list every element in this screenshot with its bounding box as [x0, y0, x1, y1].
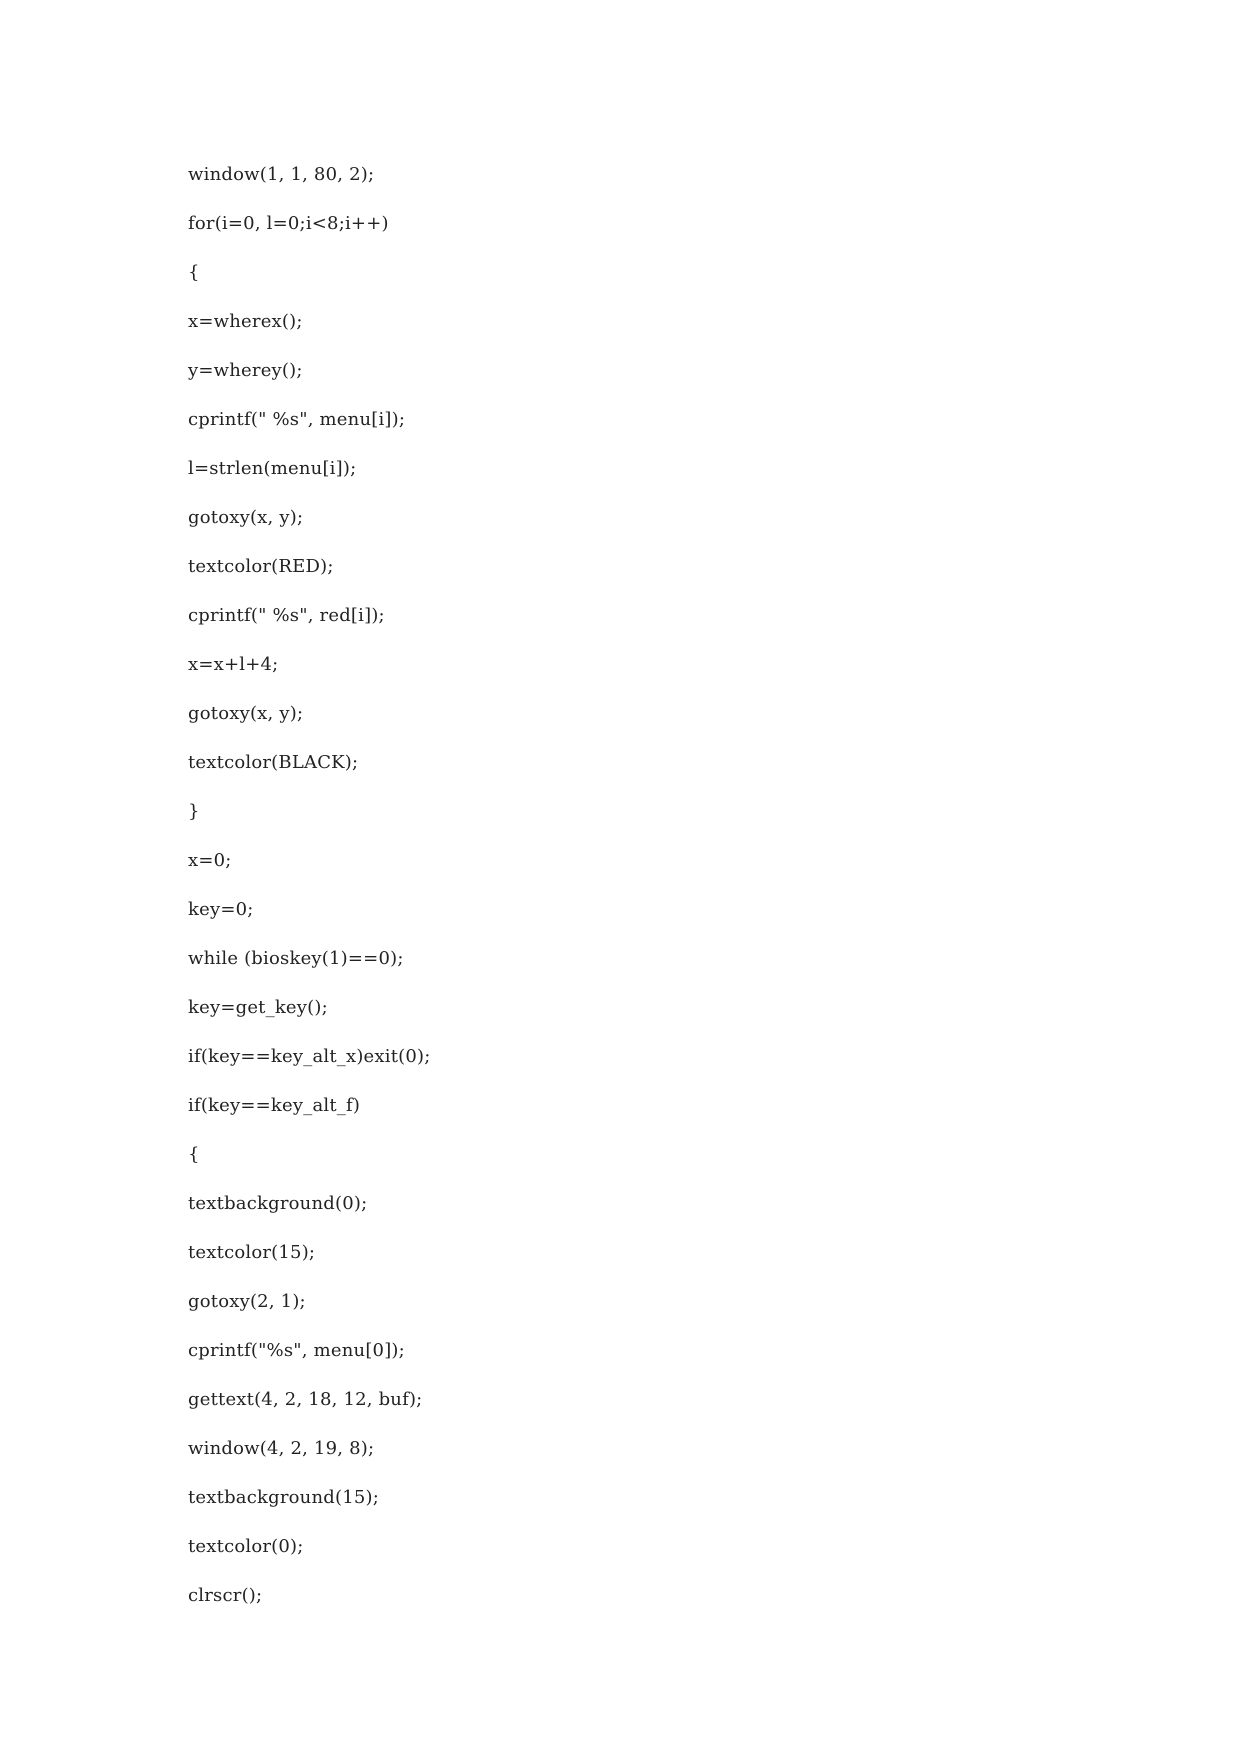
code-line: textcolor(0); — [188, 1536, 304, 1557]
code-line: textcolor(RED); — [188, 556, 334, 577]
code-line: while (bioskey(1)==0); — [188, 948, 404, 969]
code-line: x=wherex(); — [188, 311, 303, 332]
code-line: gettext(4, 2, 18, 12, buf); — [188, 1389, 423, 1410]
code-line: key=get_key(); — [188, 997, 328, 1018]
code-line: y=wherey(); — [188, 360, 303, 381]
code-line: cprintf("%s", menu[0]); — [188, 1340, 405, 1361]
code-line: key=0; — [188, 899, 254, 920]
code-line: x=x+l+4; — [188, 654, 279, 675]
code-listing — [188, 158, 431, 1628]
code-line: l=strlen(menu[i]); — [188, 458, 357, 479]
code-line: { — [188, 262, 200, 283]
code-line: if(key==key_alt_x)exit(0); — [188, 1046, 431, 1067]
code-line: gotoxy(2, 1); — [188, 1291, 306, 1312]
code-line: if(key==key_alt_f) — [188, 1095, 361, 1116]
code-line: clrscr(); — [188, 1585, 263, 1606]
code-line: x=0; — [188, 850, 232, 871]
code-line: window(1, 1, 80, 2); — [188, 164, 375, 185]
code-line: window(4, 2, 19, 8); — [188, 1438, 375, 1459]
code-line: for(i=0, l=0;i<8;i++) — [188, 213, 389, 234]
code-line: cprintf(" %s", red[i]); — [188, 605, 385, 626]
code-line: gotoxy(x, y); — [188, 703, 304, 724]
code-line: } — [188, 801, 200, 822]
code-line: textcolor(15); — [188, 1242, 316, 1263]
code-line: textcolor(BLACK); — [188, 752, 359, 773]
code-line: gotoxy(x, y); — [188, 507, 304, 528]
code-line: textbackground(0); — [188, 1193, 368, 1214]
code-line: textbackground(15); — [188, 1487, 379, 1508]
code-line: cprintf(" %s", menu[i]); — [188, 409, 406, 430]
code-line: { — [188, 1144, 200, 1165]
